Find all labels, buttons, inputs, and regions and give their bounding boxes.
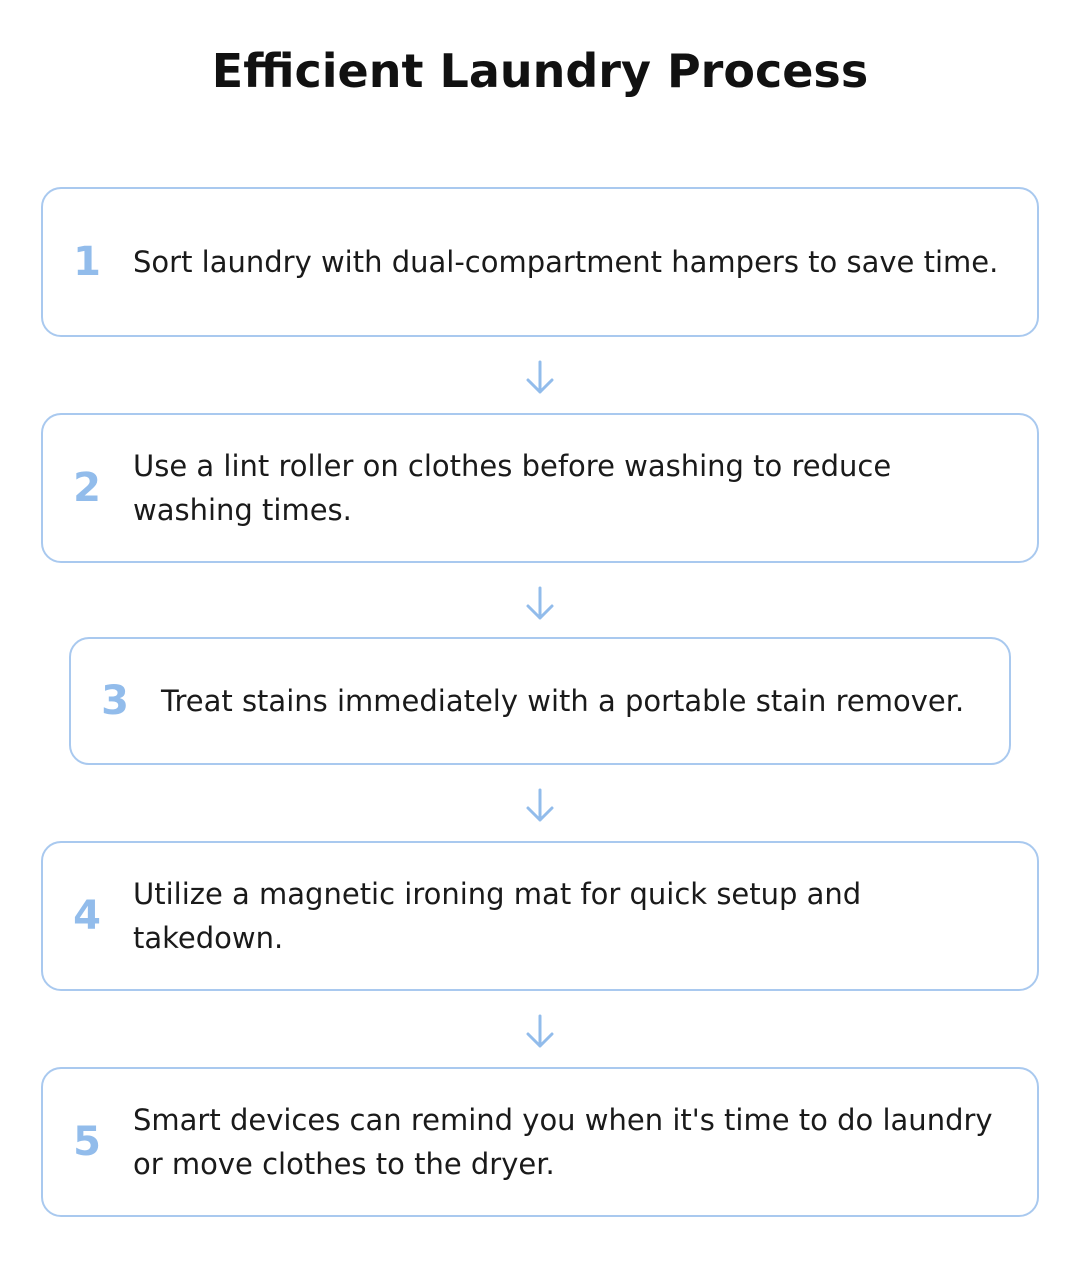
step-box-5 bbox=[41, 1067, 1039, 1217]
step-text: Use a lint roller on clothes before washing to reduce washing times. bbox=[133, 449, 892, 527]
step-text: Utilize a magnetic ironing mat for quick setup and takedown. bbox=[133, 877, 862, 955]
step-box-4 bbox=[41, 841, 1039, 991]
step-text: Treat stains immediately with a portable stain remover. bbox=[161, 684, 965, 718]
step-box-3 bbox=[69, 637, 1011, 765]
step-number: 4 bbox=[73, 893, 101, 939]
arrow-down-icon bbox=[524, 788, 556, 824]
step-number: 3 bbox=[101, 678, 129, 724]
step-number: 2 bbox=[73, 465, 101, 511]
step-number: 1 bbox=[73, 239, 101, 285]
arrow-down-icon bbox=[524, 1014, 556, 1050]
page-title: Efficient Laundry Process bbox=[211, 44, 869, 98]
step-text: Smart devices can remind you when it's time to do laundry or move clothes to the dryer. bbox=[133, 1103, 993, 1181]
arrow-down-icon bbox=[524, 586, 556, 622]
step-number: 5 bbox=[73, 1119, 101, 1165]
step-box-1 bbox=[41, 187, 1039, 337]
arrow-down-icon bbox=[524, 360, 556, 396]
step-text: Sort laundry with dual-compartment hampers to save time. bbox=[133, 245, 999, 279]
step-box-2 bbox=[41, 413, 1039, 563]
